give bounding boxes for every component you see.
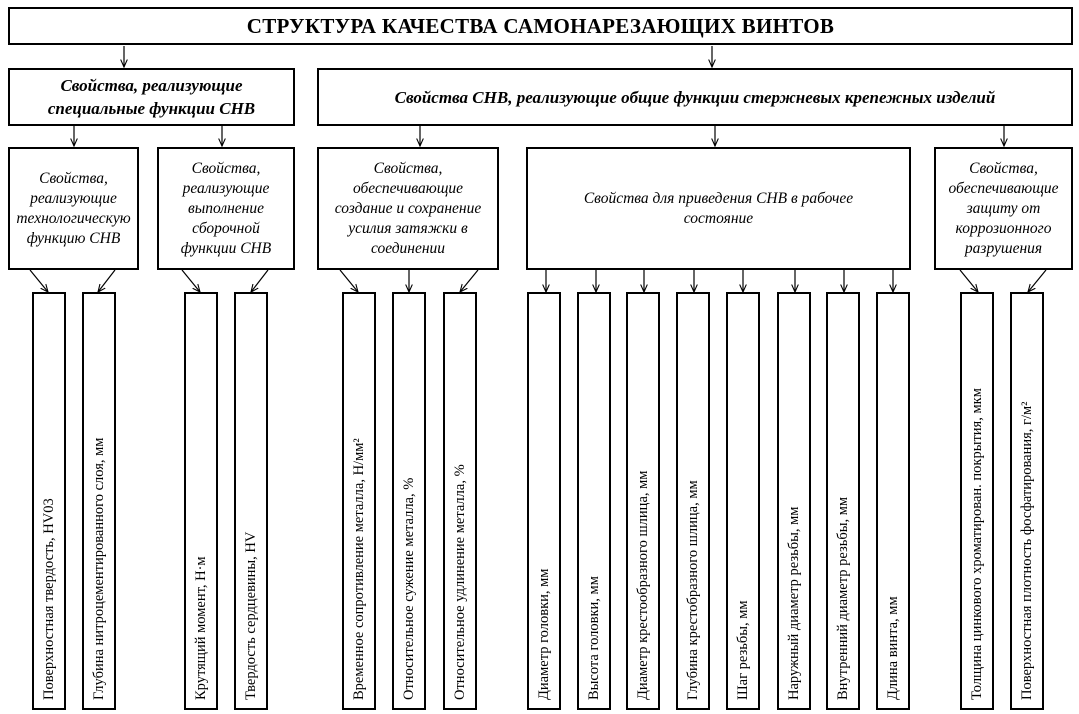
leaf-label: Поверхностная плотность фосфатирования, г/м² <box>1019 401 1035 700</box>
leaf-label: Временное сопротивление металла, Н/мм² <box>351 438 367 700</box>
leaf-label: Диаметр крестообразного шлица, мм <box>635 470 651 700</box>
leaf-phosphate-density <box>1010 292 1044 710</box>
leaf-recess-depth <box>676 292 710 710</box>
subgroup-technological: Свойства, реализующие технологическую функцию СНВ <box>8 147 139 270</box>
leaf-label: Внутренний диаметр резьбы, мм <box>835 496 851 700</box>
diagram-title: СТРУКТУРА КАЧЕСТВА САМОНАРЕЗАЮЩИХ ВИНТОВ <box>8 7 1073 45</box>
leaf-head-diameter <box>527 292 561 710</box>
group-special-functions: Свойства, реализующие специальные функции СНВ <box>8 68 295 126</box>
subgroup-corrosion: Свойства, обеспечивающие защиту от коррозионного разрушения <box>934 147 1073 270</box>
leaf-head-height <box>577 292 611 710</box>
subgroup-assembly: Свойства, реализующие выполнение сборочной функции СНВ <box>157 147 295 270</box>
leaf-label: Поверхностная твердость, HV03 <box>41 498 57 700</box>
leaf-label: Шаг резьбы, мм <box>735 600 751 700</box>
leaf-zinc-thickness <box>960 292 994 710</box>
leaf-label: Твердость сердцевины, HV <box>243 531 259 700</box>
group-general-functions: Свойства СНВ, реализующие общие функции стержневых крепежных изделий <box>317 68 1073 126</box>
leaf-label: Крутящий момент, Н·м <box>193 556 209 700</box>
leaf-label: Диаметр головки, мм <box>536 568 552 700</box>
leaf-label: Толщина цинкового хроматирован. покрытия, мкм <box>969 388 985 700</box>
leaf-screw-length <box>876 292 910 710</box>
leaf-inner-diameter <box>826 292 860 710</box>
leaf-contraction <box>392 292 426 710</box>
leaf-label: Глубина нитроцементированного слоя, мм <box>91 437 107 700</box>
leaf-core-hardness <box>234 292 268 710</box>
subgroup-working-state: Свойства для приведения СНВ в рабочее состояние <box>526 147 911 270</box>
leaf-nitro-depth <box>82 292 116 710</box>
leaf-label: Относительное удлинение металла, % <box>452 464 468 700</box>
leaf-outer-diameter <box>777 292 811 710</box>
leaf-tensile-strength <box>342 292 376 710</box>
leaf-thread-pitch <box>726 292 760 710</box>
leaf-elongation <box>443 292 477 710</box>
leaf-label: Наружный диаметр резьбы, мм <box>786 506 802 700</box>
leaf-label: Относительное сужение металла, % <box>401 477 417 700</box>
leaf-label: Высота головки, мм <box>586 576 602 700</box>
leaf-recess-diameter <box>626 292 660 710</box>
leaf-torque <box>184 292 218 710</box>
leaf-surface-hardness <box>32 292 66 710</box>
subgroup-tension: Свойства, обеспечивающие создание и сохранение усилия затяжки в соединении <box>317 147 499 270</box>
leaf-label: Глубина крестобразного шлица, мм <box>685 480 701 700</box>
leaf-label: Длина винта, мм <box>885 596 901 700</box>
